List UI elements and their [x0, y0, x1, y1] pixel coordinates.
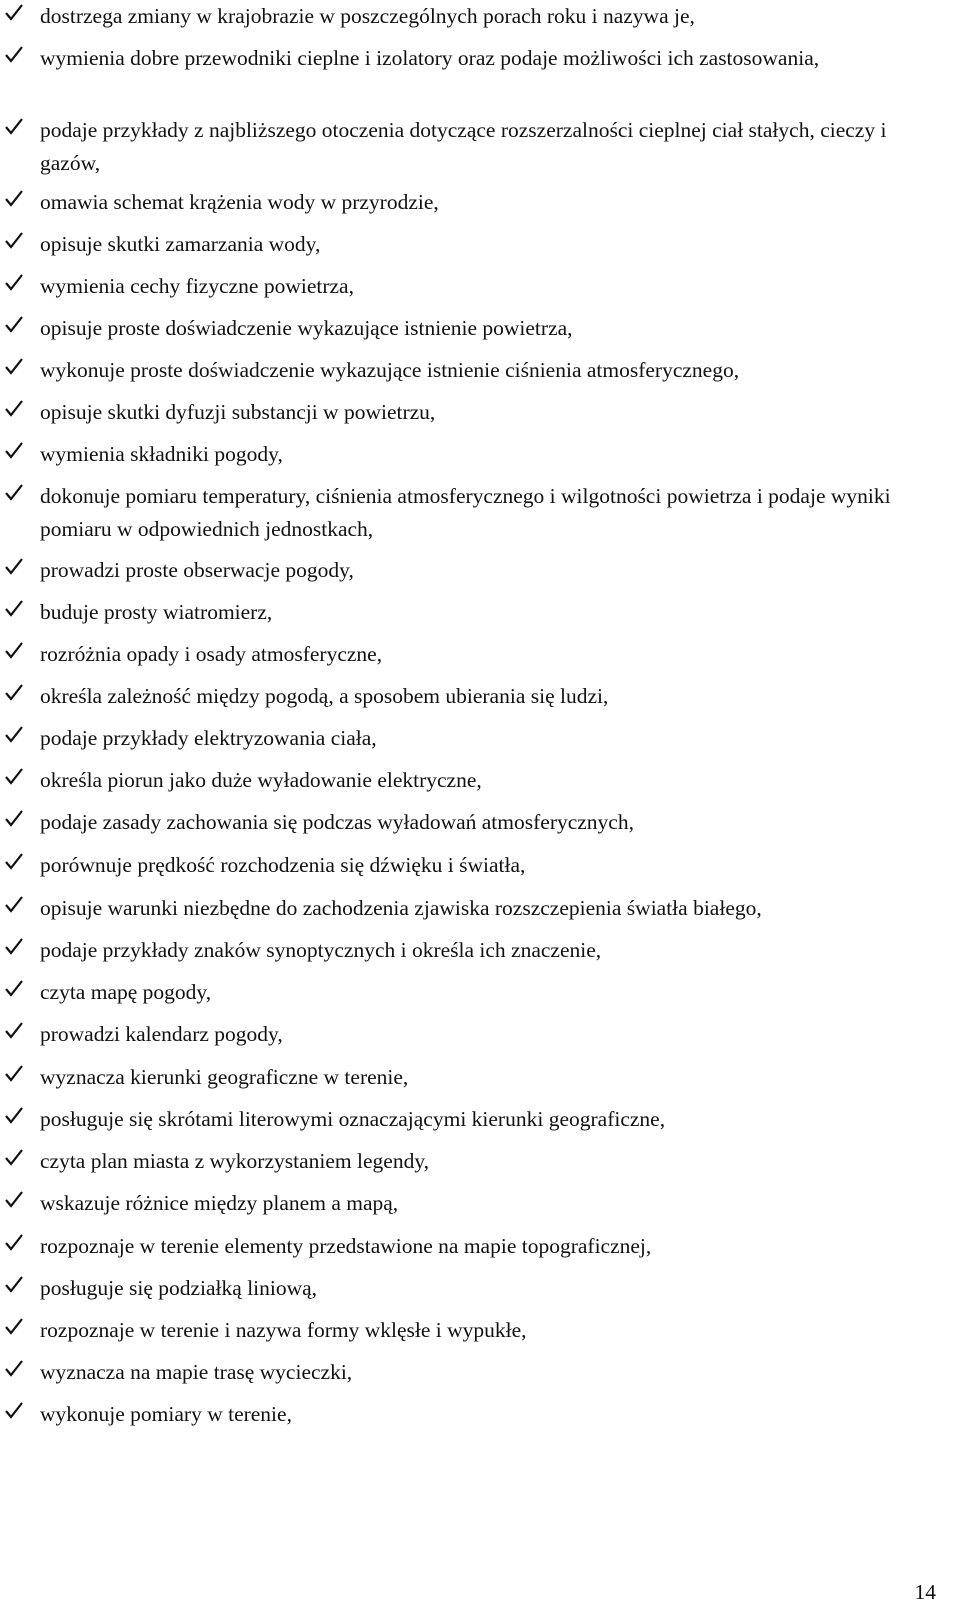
list-item-text: rozpoznaje w terenie elementy przedstawione na mapie topograficznej, [40, 1234, 652, 1258]
checkmark-icon [4, 116, 24, 136]
checkmark-icon [4, 851, 24, 871]
checkmark-icon [4, 356, 24, 376]
list-item-text: opisuje warunki niezbędne do zachodzenia zjawiska rozszczepienia światła białego, [40, 896, 762, 920]
list-item-text: wyznacza kierunki geograficzne w terenie, [40, 1065, 409, 1089]
list-item-text: prowadzi proste obserwacje pogody, [40, 558, 354, 582]
list-item-text: rozróżnia opady i osady atmosferyczne, [40, 642, 383, 666]
checkmark-icon [4, 724, 24, 744]
list-item-text: buduje prosty wiatromierz, [40, 600, 273, 624]
checkmark-icon [4, 1232, 24, 1252]
list-item-text: porównuje prędkość rozchodzenia się dźwięku i światła, [40, 853, 526, 877]
list-item-text: opisuje skutki zamarzania wody, [40, 232, 321, 256]
checkmark-icon [4, 598, 24, 618]
checkmark-icon [4, 482, 24, 502]
list-item-text: określa piorun jako duże wyładowanie elektryczne, [40, 768, 482, 792]
checkmark-icon [4, 1358, 24, 1378]
checkmark-icon [4, 1063, 24, 1083]
page-number: 14 [914, 1580, 936, 1604]
list-item-text: wymienia dobre przewodniki cieplne i izolatory oraz podaje możliwości ich zastosowania, [40, 46, 820, 70]
checkmark-icon [4, 44, 24, 64]
checkmark-icon [4, 1147, 24, 1167]
list-item-text: posługuje się skrótami literowymi oznaczającymi kierunki geograficzne, [40, 1107, 666, 1131]
list-item-text: wskazuje różnice między planem a mapą, [40, 1191, 399, 1215]
list-item-text: rozpoznaje w terenie i nazywa formy wklęsłe i wypukłe, [40, 1318, 527, 1342]
checkmark-icon [4, 314, 24, 334]
checkmark-icon [4, 440, 24, 460]
checkmark-icon [4, 2, 24, 22]
checkmark-icon [4, 682, 24, 702]
checkmark-icon [4, 766, 24, 786]
checkmark-icon [4, 188, 24, 208]
list-item-text: dostrzega zmiany w krajobrazie w poszczególnych porach roku i nazywa je, [40, 4, 695, 28]
list-item-text: wykonuje pomiary w terenie, [40, 1402, 292, 1426]
checkmark-icon [4, 1274, 24, 1294]
list-item-text: posługuje się podziałką liniową, [40, 1276, 318, 1300]
list-item-text: podaje zasady zachowania się podczas wyładowań atmosferycznych, [40, 810, 634, 834]
list-item-text: dokonuje pomiaru temperatury, ciśnienia atmosferycznego i wilgotności powietrza i podaje wyniki pomiaru w odpowiednich jednostkach, [40, 484, 891, 541]
checkmark-icon [4, 230, 24, 250]
checkmark-icon [4, 1189, 24, 1209]
checkmark-icon [4, 398, 24, 418]
list-item-text: omawia schemat krążenia wody w przyrodzie, [40, 190, 439, 214]
checkmark-icon [4, 640, 24, 660]
checkmark-icon [4, 936, 24, 956]
list-item-text: określa zależność między pogodą, a sposobem ubierania się ludzi, [40, 684, 609, 708]
list-item-text: czyta mapę pogody, [40, 980, 212, 1004]
list-item-text: opisuje skutki dyfuzji substancji w powietrzu, [40, 400, 436, 424]
list-item-text: czyta plan miasta z wykorzystaniem legendy, [40, 1149, 430, 1173]
checkmark-icon [4, 894, 24, 914]
checkmark-icon [4, 1400, 24, 1420]
checkmark-icon [4, 1316, 24, 1336]
list-item-text: wyznacza na mapie trasę wycieczki, [40, 1360, 353, 1384]
list-item-text: opisuje proste doświadczenie wykazujące istnienie powietrza, [40, 316, 573, 340]
checkmark-icon [4, 1020, 24, 1040]
list-item-text: podaje przykłady z najbliższego otoczenia dotyczące rozszerzalności cieplnej ciał stałych, cieczy i gazów, [40, 118, 887, 175]
list-item-text: prowadzi kalendarz pogody, [40, 1022, 283, 1046]
list-item-text: podaje przykłady znaków synoptycznych i określa ich znaczenie, [40, 938, 602, 962]
list-item-text: wymienia składniki pogody, [40, 442, 283, 466]
checkmark-icon [4, 556, 24, 576]
checkmark-icon [4, 1105, 24, 1125]
checkmark-icon [4, 978, 24, 998]
list-item-text: podaje przykłady elektryzowania ciała, [40, 726, 377, 750]
checkmark-icon [4, 272, 24, 292]
checkmark-icon [4, 808, 24, 828]
list-item-text: wymienia cechy fizyczne powietrza, [40, 274, 354, 298]
list-item-text: wykonuje proste doświadczenie wykazujące istnienie ciśnienia atmosferycznego, [40, 358, 740, 382]
